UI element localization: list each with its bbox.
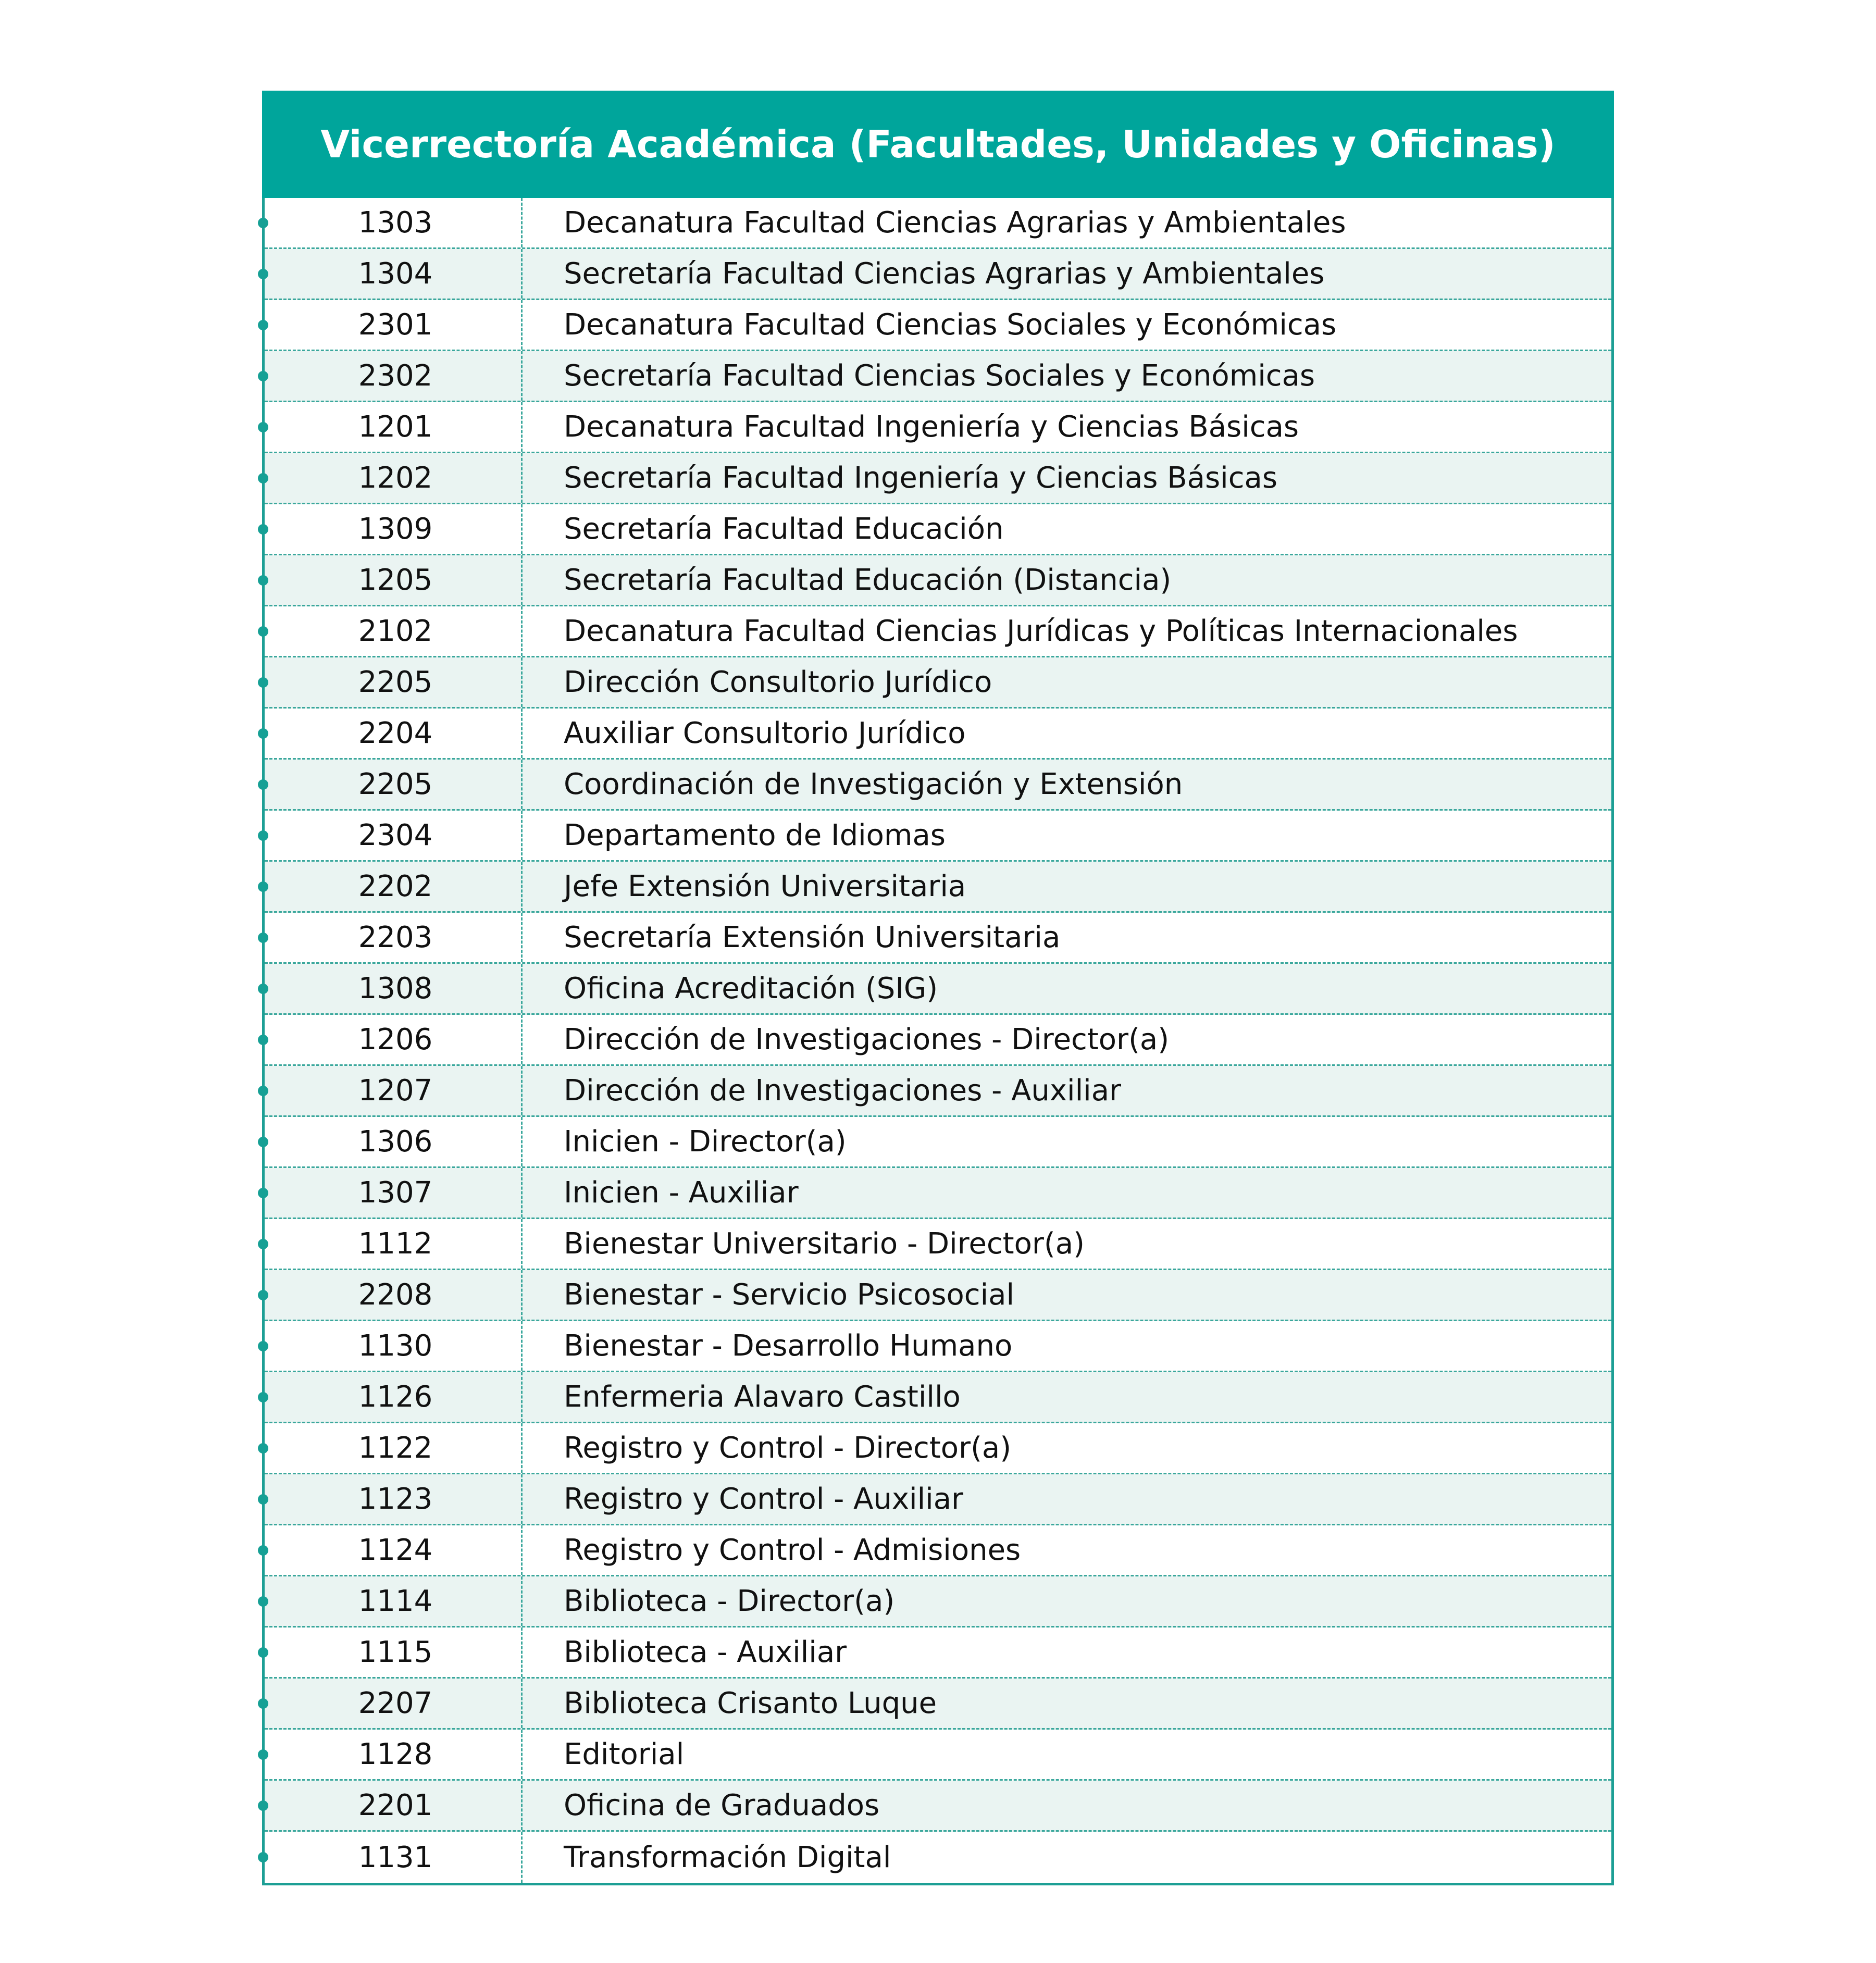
table-row	[265, 1474, 1611, 1525]
bullet-dot-icon	[258, 830, 268, 841]
column-divider	[521, 1372, 523, 1422]
bullet-dot-icon	[258, 984, 268, 994]
column-divider	[521, 1832, 523, 1883]
column-divider	[521, 1015, 523, 1064]
bullet-dot-icon	[258, 1647, 268, 1658]
bullet-dot-icon	[258, 1494, 268, 1505]
table-row	[265, 760, 1611, 811]
office-name: Decanatura Facultad Ciencias Sociales y Económicas	[564, 308, 1337, 342]
office-name: Biblioteca - Director(a)	[564, 1584, 895, 1618]
extension-code: 2205	[358, 665, 433, 699]
office-name: Inicien - Auxiliar	[564, 1176, 799, 1210]
office-name: Dirección de Investigaciones - Director(a)	[564, 1023, 1170, 1057]
table-row	[265, 913, 1611, 964]
column-divider	[521, 1066, 523, 1115]
table-row	[265, 1627, 1611, 1679]
extension-code: 2302	[358, 359, 433, 393]
office-name: Secretaría Facultad Educación (Distancia)	[564, 563, 1172, 597]
column-divider	[521, 504, 523, 554]
column-divider	[521, 1117, 523, 1166]
extension-code: 2102	[358, 614, 433, 648]
bullet-dot-icon	[258, 524, 268, 535]
table-row	[265, 198, 1611, 249]
office-name: Secretaría Facultad Ciencias Sociales y Económicas	[564, 359, 1315, 393]
office-name: Secretaría Facultad Ciencias Agrarias y Ambientales	[564, 257, 1325, 291]
table-row	[265, 1730, 1611, 1781]
extension-code: 1128	[358, 1737, 433, 1771]
bullet-dot-icon	[258, 1086, 268, 1096]
table-row	[265, 1219, 1611, 1270]
office-name: Registro y Control - Director(a)	[564, 1431, 1012, 1465]
column-divider	[521, 964, 523, 1013]
column-divider	[521, 606, 523, 656]
bullet-dot-icon	[258, 422, 268, 432]
office-name: Dirección de Investigaciones - Auxiliar	[564, 1074, 1122, 1108]
table-row	[265, 555, 1611, 606]
bullet-dot-icon	[258, 1596, 268, 1607]
office-name: Secretaría Extensión Universitaria	[564, 921, 1061, 954]
extension-code: 1201	[358, 410, 433, 444]
column-divider	[521, 1270, 523, 1320]
office-name: Inicien - Director(a)	[564, 1125, 847, 1159]
column-divider	[521, 249, 523, 299]
extension-code: 1304	[358, 257, 433, 291]
table-body	[265, 198, 1611, 1883]
bullet-dot-icon	[258, 1698, 268, 1709]
extension-code: 2201	[358, 1788, 433, 1822]
extension-code: 2207	[358, 1686, 433, 1720]
bullet-dot-icon	[258, 473, 268, 483]
table-row	[265, 351, 1611, 402]
office-name: Enfermeria Alavaro Castillo	[564, 1380, 961, 1414]
extension-code: 2205	[358, 767, 433, 801]
office-name: Bienestar - Desarrollo Humano	[564, 1329, 1013, 1363]
column-divider	[521, 657, 523, 707]
table-row	[265, 862, 1611, 913]
extension-code: 1202	[358, 461, 433, 495]
extension-code: 1131	[358, 1840, 433, 1874]
bullet-dot-icon	[258, 779, 268, 790]
bullet-dot-icon	[258, 1239, 268, 1249]
bullet-dot-icon	[258, 320, 268, 330]
office-name: Oficina Acreditación (SIG)	[564, 972, 938, 1005]
extension-code: 1114	[358, 1584, 433, 1618]
office-name: Biblioteca - Auxiliar	[564, 1635, 847, 1669]
table-row	[265, 300, 1611, 351]
table-row	[265, 811, 1611, 862]
table-row	[265, 1117, 1611, 1168]
column-divider	[521, 1525, 523, 1575]
table-row	[265, 1576, 1611, 1627]
bullet-dot-icon	[258, 1035, 268, 1045]
office-name: Decanatura Facultad Ciencias Agrarias y Ambientales	[564, 206, 1346, 240]
column-divider	[521, 198, 523, 247]
table-row	[265, 1525, 1611, 1576]
bullet-dot-icon	[258, 1341, 268, 1351]
office-name: Dirección Consultorio Jurídico	[564, 665, 992, 699]
office-name: Transformación Digital	[564, 1840, 891, 1874]
office-name: Secretaría Facultad Ingeniería y Ciencias Básicas	[564, 461, 1278, 495]
column-divider	[521, 862, 523, 911]
extension-code: 1112	[358, 1227, 433, 1261]
column-divider	[521, 709, 523, 758]
column-divider	[521, 1423, 523, 1473]
column-divider	[521, 1219, 523, 1269]
table-row	[265, 1781, 1611, 1832]
extension-code: 1206	[358, 1023, 433, 1057]
column-divider	[521, 453, 523, 503]
bullet-dot-icon	[258, 881, 268, 892]
office-name: Oficina de Graduados	[564, 1788, 880, 1822]
bullet-dot-icon	[258, 677, 268, 688]
extension-code: 2204	[358, 716, 433, 750]
table-row	[265, 1168, 1611, 1219]
column-divider	[521, 300, 523, 350]
extension-code: 1126	[358, 1380, 433, 1414]
table-row	[265, 1270, 1611, 1321]
extension-code: 1306	[358, 1125, 433, 1159]
extension-code: 1122	[358, 1431, 433, 1465]
bullet-dot-icon	[258, 626, 268, 637]
column-divider	[521, 351, 523, 401]
column-divider	[521, 760, 523, 809]
extensions-table	[262, 91, 1614, 1885]
office-name: Bienestar - Servicio Psicosocial	[564, 1278, 1015, 1312]
column-divider	[521, 1627, 523, 1677]
bullet-dot-icon	[258, 575, 268, 586]
table-header	[262, 91, 1614, 198]
table-row	[265, 1832, 1611, 1883]
office-name: Departamento de Idiomas	[564, 818, 946, 852]
table-row	[265, 249, 1611, 300]
office-name: Jefe Extensión Universitaria	[564, 869, 966, 903]
extension-code: 1124	[358, 1533, 433, 1567]
extension-code: 2202	[358, 869, 433, 903]
column-divider	[521, 1321, 523, 1371]
office-name: Decanatura Facultad Ingeniería y Ciencias Básicas	[564, 410, 1299, 444]
office-name: Bienestar Universitario - Director(a)	[564, 1227, 1085, 1261]
bullet-dot-icon	[258, 1188, 268, 1198]
extension-code: 1115	[358, 1635, 433, 1669]
table-row	[265, 1015, 1611, 1066]
column-divider	[521, 1168, 523, 1217]
extension-code: 2203	[358, 921, 433, 954]
column-divider	[521, 811, 523, 860]
bullet-dot-icon	[258, 933, 268, 943]
extension-code: 1303	[358, 206, 433, 240]
column-divider	[521, 1576, 523, 1626]
office-name: Registro y Control - Admisiones	[564, 1533, 1021, 1567]
table-row	[265, 606, 1611, 657]
table-row	[265, 1066, 1611, 1117]
column-divider	[521, 402, 523, 452]
extension-code: 1123	[358, 1482, 433, 1516]
table-row	[265, 1679, 1611, 1730]
column-divider	[521, 555, 523, 605]
bullet-dot-icon	[258, 1800, 268, 1811]
table-row	[265, 1423, 1611, 1474]
table-row	[265, 453, 1611, 504]
table-row	[265, 964, 1611, 1015]
extension-code: 1205	[358, 563, 433, 597]
extension-code: 2208	[358, 1278, 433, 1312]
table-row	[265, 402, 1611, 453]
bullet-dot-icon	[258, 1137, 268, 1147]
bullet-dot-icon	[258, 1290, 268, 1300]
bullet-dot-icon	[258, 1545, 268, 1556]
column-divider	[521, 1781, 523, 1830]
table-row	[265, 504, 1611, 555]
bullet-dot-icon	[258, 1749, 268, 1760]
table-row	[265, 1372, 1611, 1423]
table-row	[265, 1321, 1611, 1372]
column-divider	[521, 1474, 523, 1524]
extension-code: 2301	[358, 308, 433, 342]
office-name: Coordinación de Investigación y Extensión	[564, 767, 1183, 801]
bullet-dot-icon	[258, 1392, 268, 1402]
extension-code: 1307	[358, 1176, 433, 1210]
office-name: Registro y Control - Auxiliar	[564, 1482, 964, 1516]
table-title: Vicerrectoría Académica (Facultades, Unidades y Oficinas)	[320, 122, 1556, 166]
extension-code: 1130	[358, 1329, 433, 1363]
table-row	[265, 657, 1611, 709]
extension-code: 2304	[358, 818, 433, 852]
extension-code: 1308	[358, 972, 433, 1005]
bullet-dot-icon	[258, 1852, 268, 1862]
bullet-dot-icon	[258, 218, 268, 228]
bullet-dot-icon	[258, 371, 268, 381]
office-name: Auxiliar Consultorio Jurídico	[564, 716, 966, 750]
office-name: Editorial	[564, 1737, 685, 1771]
column-divider	[521, 1679, 523, 1728]
extension-code: 1309	[358, 512, 433, 546]
table-row	[265, 709, 1611, 760]
column-divider	[521, 913, 523, 962]
office-name: Decanatura Facultad Ciencias Jurídicas y Políticas Internacionales	[564, 614, 1518, 648]
bullet-dot-icon	[258, 728, 268, 739]
bullet-dot-icon	[258, 269, 268, 279]
office-name: Secretaría Facultad Educación	[564, 512, 1004, 546]
extension-code: 1207	[358, 1074, 433, 1108]
bullet-dot-icon	[258, 1443, 268, 1453]
office-name: Biblioteca Crisanto Luque	[564, 1686, 937, 1720]
column-divider	[521, 1730, 523, 1779]
